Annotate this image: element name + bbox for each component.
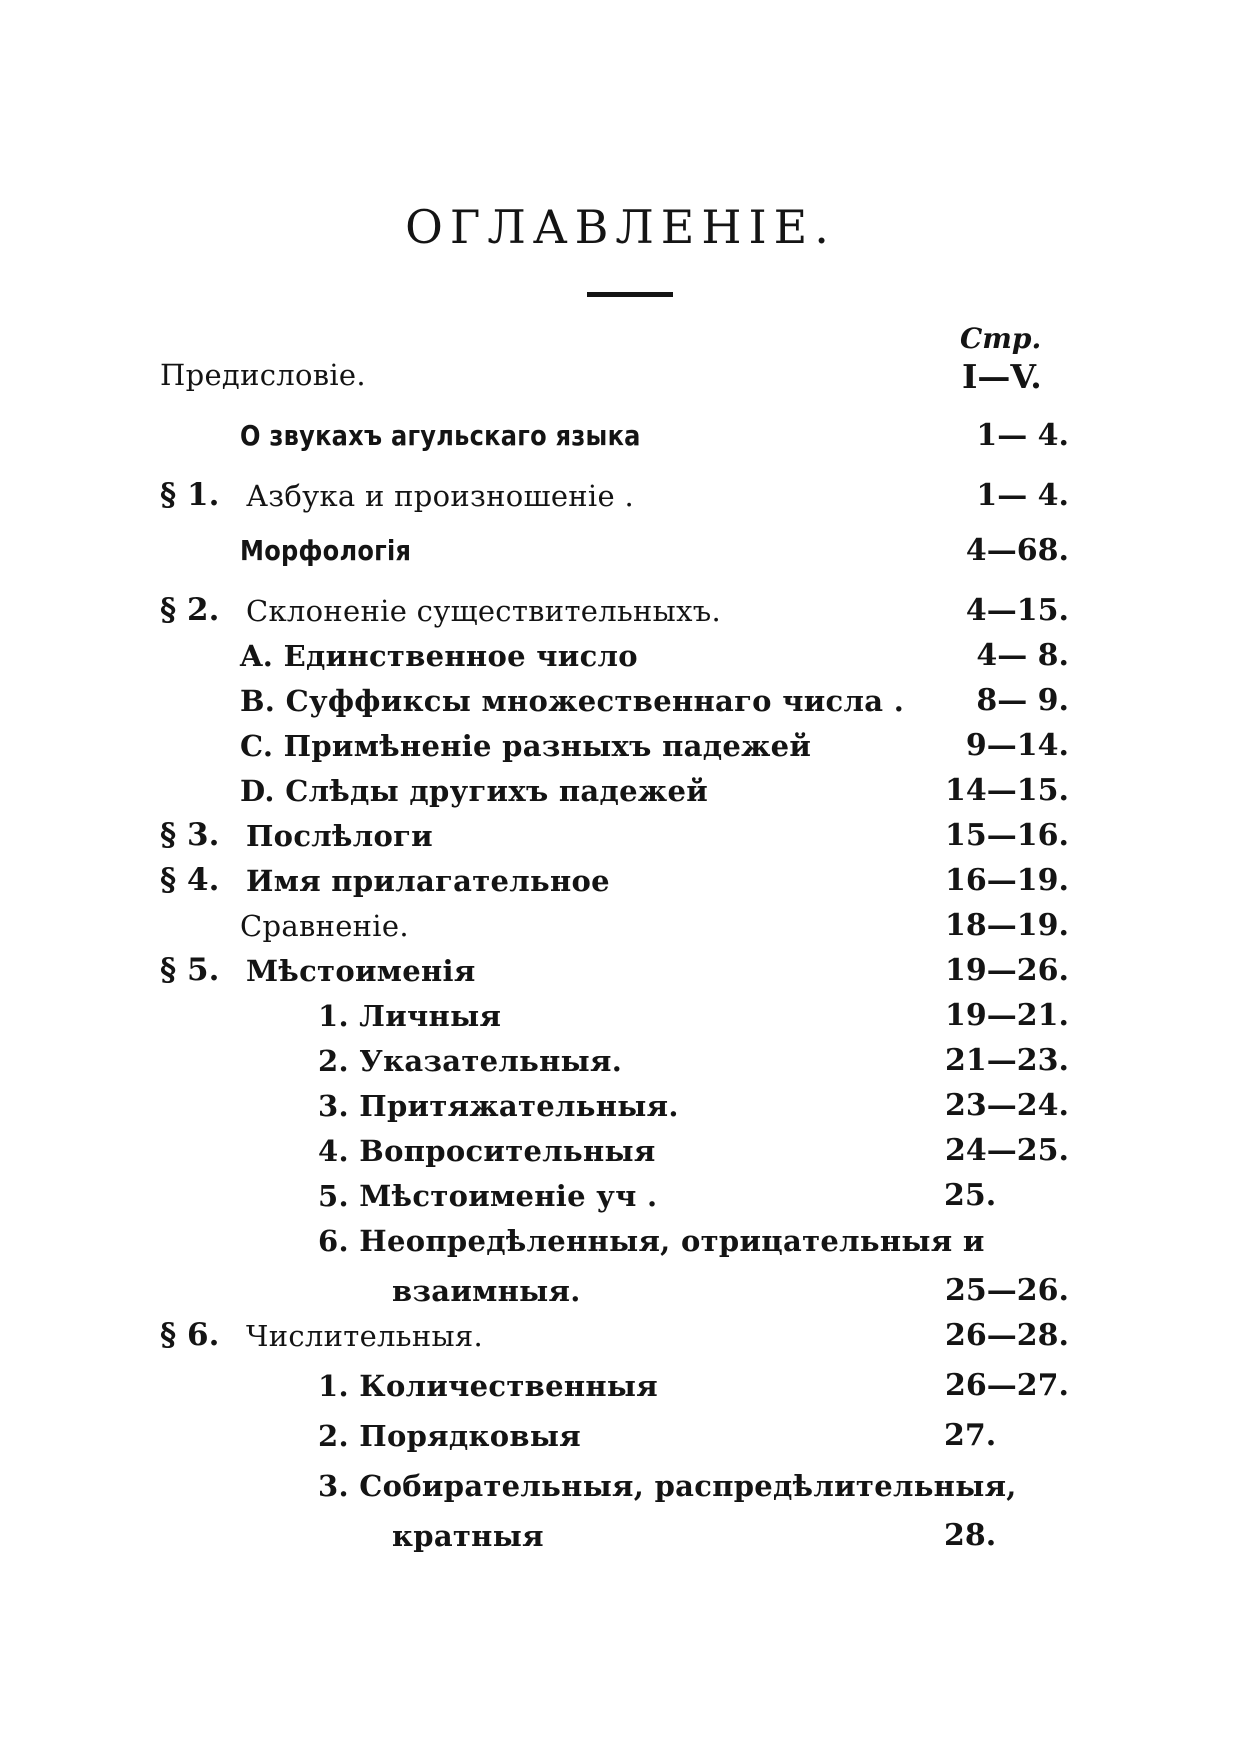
entry-page: 21—23.: [945, 1043, 1069, 1078]
entry-page: 19—21.: [945, 998, 1069, 1033]
section-number: § 3.: [160, 817, 220, 853]
entry-label: Сравненіе.: [240, 909, 409, 943]
entry-page: 28.: [944, 1518, 997, 1553]
entry-page: 4— 8.: [976, 638, 1069, 673]
entry-page: 23—24.: [945, 1088, 1069, 1123]
section-number: § 4.: [160, 862, 220, 898]
entry-label: Азбука и произношеніе .: [246, 479, 634, 513]
entry-page: I—V.: [962, 357, 1042, 396]
entry-label: Мѣстоименія: [246, 954, 476, 988]
entry-label: Послѣлоги: [246, 819, 433, 853]
toc-entry-section-5: [0, 952, 1241, 996]
entry-page: 16—19.: [945, 863, 1069, 898]
toc-entry-morphology: [0, 532, 1241, 576]
entry-label: 5. Мѣстоименіе уч .: [318, 1179, 658, 1213]
page-column-header: Стр.: [960, 322, 1042, 355]
entry-label: 2. Указательныя.: [318, 1044, 623, 1078]
toc-entry-5-5: [0, 1177, 1241, 1221]
entry-label: B. Суффиксы множественнаго числа .: [240, 684, 905, 718]
page-title: ОГЛАВЛЕНІЕ.: [405, 200, 836, 254]
toc-entry-section-2: [0, 592, 1241, 636]
entry-page: 26—28.: [945, 1318, 1069, 1353]
toc-entry-comparison: [0, 907, 1241, 951]
toc-entry-5-3: [0, 1087, 1241, 1131]
entry-label: взаимныя.: [392, 1274, 581, 1308]
entry-label: 4. Вопросительныя: [318, 1134, 656, 1168]
entry-page: 1— 4.: [976, 418, 1069, 453]
entry-label: C. Примѣненіе разныхъ падежей: [240, 729, 812, 763]
toc-entry-6-2: [0, 1417, 1241, 1461]
toc-entry-2c: [0, 727, 1241, 771]
entry-page: 27.: [944, 1418, 997, 1453]
toc-entry-6-3: [0, 1467, 1241, 1511]
entry-label: Склоненіе существительныхъ.: [246, 594, 721, 628]
entry-page: 24—25.: [945, 1133, 1069, 1168]
entry-label: Предисловіе.: [160, 358, 366, 392]
entry-page: 4—68.: [965, 533, 1069, 568]
section-number: § 5.: [160, 952, 220, 988]
toc-entry-6-3-cont: [0, 1517, 1241, 1561]
entry-page: 26—27.: [945, 1368, 1069, 1403]
section-number: § 1.: [160, 477, 220, 513]
toc-entry-preface: [0, 356, 1241, 400]
toc-entry-5-2: [0, 1042, 1241, 1086]
title-rule: [587, 292, 673, 297]
toc-entry-6-1: [0, 1367, 1241, 1411]
toc-entry-section-6: [0, 1317, 1241, 1361]
entry-page: 18—19.: [945, 908, 1069, 943]
entry-page: 1— 4.: [976, 478, 1069, 513]
entry-label: 2. Порядковыя: [318, 1419, 581, 1453]
section-number: § 6.: [160, 1317, 220, 1353]
toc-entry-section-3: [0, 817, 1241, 861]
entry-page: 25—26.: [945, 1273, 1069, 1308]
entry-page: 15—16.: [945, 818, 1069, 853]
entry-label: 3. Притяжательныя.: [318, 1089, 679, 1123]
entry-label: 3. Собирательныя, распредѣлительныя,: [318, 1469, 1017, 1503]
entry-label: кратныя: [392, 1519, 544, 1553]
toc-entry-5-4: [0, 1132, 1241, 1176]
entry-page: 25.: [944, 1178, 997, 1213]
entry-label: 6. Неопредѣленныя, отрицательныя и: [318, 1224, 985, 1258]
toc-entry-2b: [0, 682, 1241, 726]
toc-entry-5-6-cont: [0, 1272, 1241, 1316]
entry-label: 1. Количественныя: [318, 1369, 659, 1403]
section-number: § 2.: [160, 592, 220, 628]
toc-entry-section-4: [0, 862, 1241, 906]
entry-page: 19—26.: [945, 953, 1069, 988]
toc-entry-5-1: [0, 997, 1241, 1041]
toc-entry-sounds: [0, 417, 1241, 461]
entry-label: D. Слѣды другихъ падежей: [240, 774, 709, 808]
toc-entry-5-6: [0, 1222, 1241, 1266]
entry-page: 4—15.: [965, 593, 1069, 628]
entry-label: Имя прилагательное: [246, 864, 610, 898]
entry-page: 9—14.: [965, 728, 1069, 763]
entry-page: 14—15.: [945, 773, 1069, 808]
toc-entry-section-1: [0, 477, 1241, 521]
toc-entry-2a: [0, 637, 1241, 681]
entry-label: 1. Личныя: [318, 999, 502, 1033]
toc-entry-2d: [0, 772, 1241, 816]
entry-page: 8— 9.: [976, 683, 1069, 718]
entry-label: A. Единственное число: [240, 639, 638, 673]
entry-label: О звукахъ агульскаго языка: [240, 419, 641, 452]
entry-label: Числительныя.: [246, 1319, 483, 1353]
entry-label: Морфологія: [240, 534, 412, 567]
